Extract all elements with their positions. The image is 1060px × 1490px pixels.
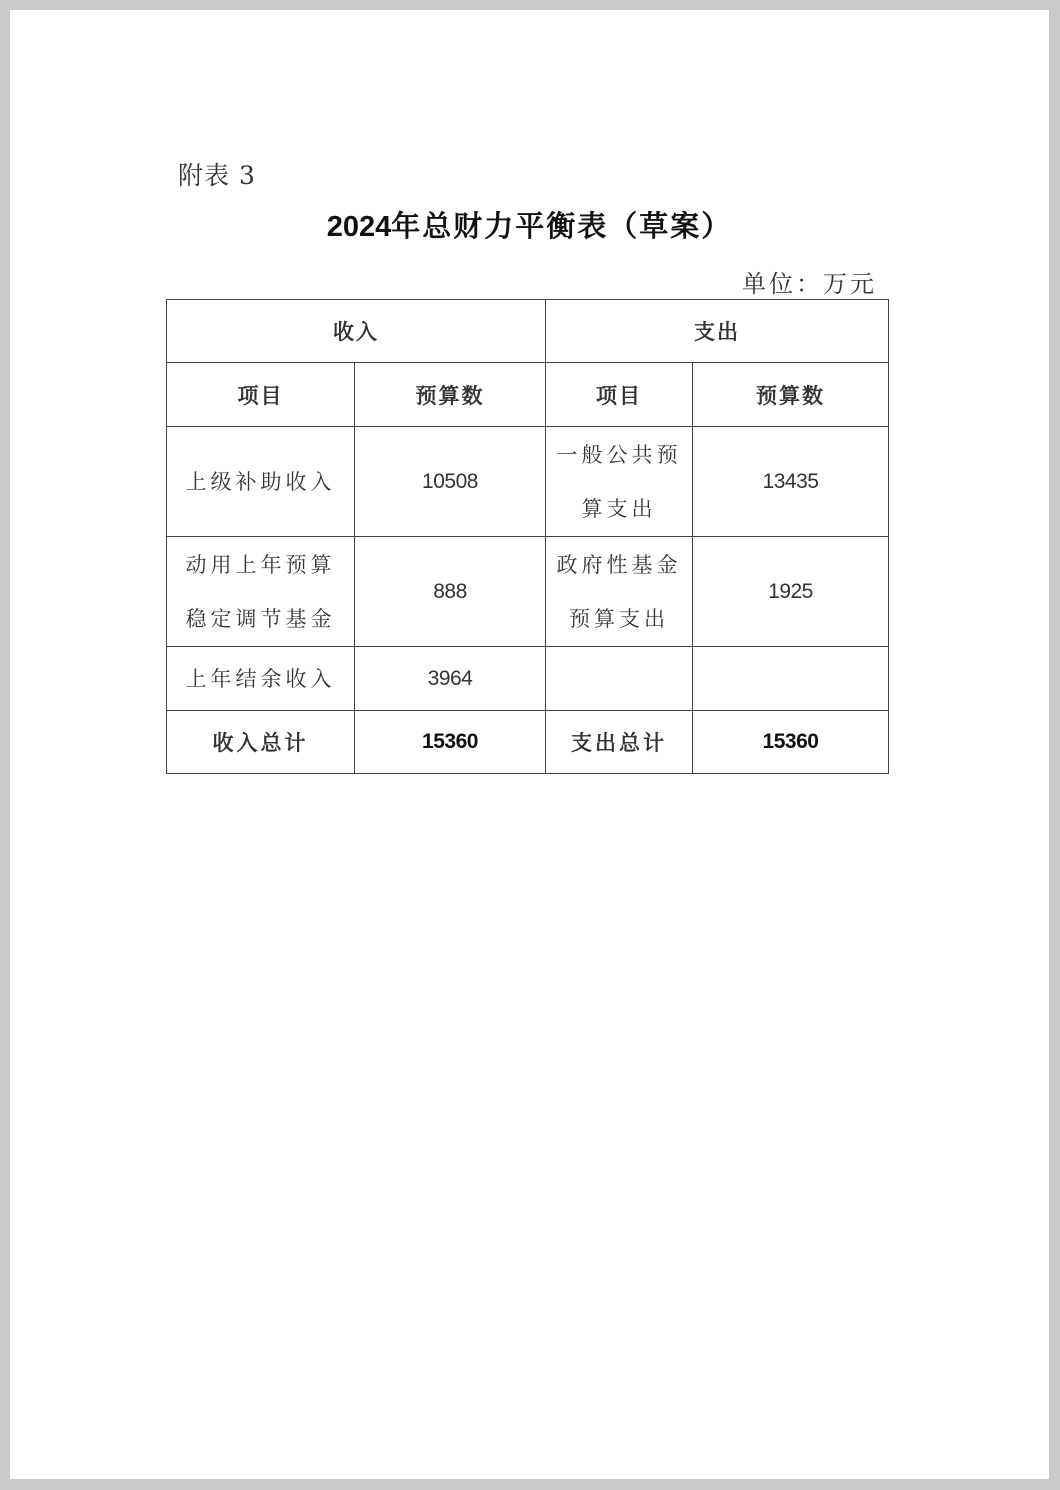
income-value-cell: 888 <box>355 537 546 647</box>
expense-item-cell <box>546 427 693 537</box>
document-page <box>10 10 1049 1479</box>
expense-item-header: 项目 <box>546 363 693 427</box>
income-item-line: 稳定调节基金 <box>185 606 336 631</box>
income-item-header: 项目 <box>167 363 355 427</box>
expense-section-header: 支出 <box>546 300 889 363</box>
expense-value-cell: 13435 <box>693 427 889 537</box>
expense-item-line: 政府性基金 <box>556 552 682 577</box>
expense-item-line: 预算支出 <box>569 606 669 631</box>
income-item-cell <box>167 647 355 711</box>
table-row <box>167 427 889 537</box>
income-value-cell: 3964 <box>355 647 546 711</box>
expense-item-line: 算支出 <box>581 496 657 521</box>
balance-table <box>166 299 889 774</box>
title-text: 年总财力平衡表（草案） <box>391 209 733 243</box>
income-budget-header: 预算数 <box>355 363 546 427</box>
income-total-value: 15360 <box>355 711 546 774</box>
document-title <box>10 204 1049 245</box>
expense-value-cell <box>693 647 889 711</box>
income-item-line: 动用上年预算 <box>185 552 336 577</box>
total-row <box>167 711 889 774</box>
income-item-cell <box>167 427 355 537</box>
appendix-label: 附表 3 <box>178 161 256 190</box>
expense-total-value: 15360 <box>693 711 889 774</box>
income-item-line: 上级补助收入 <box>185 469 336 494</box>
expense-item-line: 一般公共预 <box>556 442 682 467</box>
income-item-cell <box>167 537 355 647</box>
expense-budget-header: 预算数 <box>693 363 889 427</box>
income-total-label: 收入总计 <box>167 711 355 774</box>
column-header-row <box>167 363 889 427</box>
section-header-row <box>167 300 889 363</box>
expense-item-cell <box>546 537 693 647</box>
income-section-header: 收入 <box>167 300 546 363</box>
table-row <box>167 537 889 647</box>
expense-value-cell: 1925 <box>693 537 889 647</box>
income-value-cell: 10508 <box>355 427 546 537</box>
title-year: 2024 <box>326 211 392 243</box>
expense-item-cell <box>546 647 693 711</box>
table-row <box>167 647 889 711</box>
income-item-line: 上年结余收入 <box>185 666 336 691</box>
unit-label: 单位：万元 <box>742 270 877 298</box>
expense-total-label: 支出总计 <box>546 711 693 774</box>
